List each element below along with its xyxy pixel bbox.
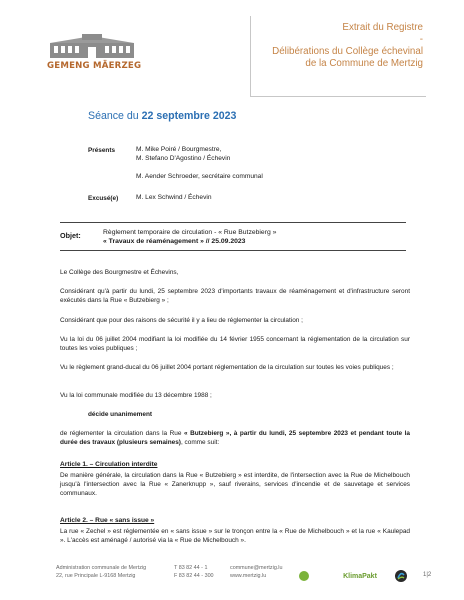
present-member-1: M. Mike Poiré / Bourgmestre, bbox=[136, 146, 222, 153]
fairtrade-logo bbox=[392, 567, 410, 585]
klimapakt-logo: KlimaPakt bbox=[343, 572, 377, 580]
vu-loi-2004: Vu la loi du 06 juillet 2004 modifiant la loi modifiée du 14 février 1955 concernant la réglementation de la circulation sur toutes les voies publiques ; bbox=[60, 336, 410, 353]
excused-member: M. Lex Schwind / Échevin bbox=[136, 194, 212, 201]
objet-line-1: Règlement temporaire de circulation - « Rue Butzebierg » bbox=[103, 229, 277, 236]
considerant-1: Considérant qu'à partir du lundi, 25 septembre 2023 d'importants travaux de réaménagement et d'infrastructure seront exécutés dans la Rue « Butzebierg » ; bbox=[60, 288, 410, 305]
seance-heading bbox=[88, 110, 236, 122]
footer-email[interactable]: commune@mertzig.lu bbox=[230, 565, 283, 571]
footer-fax: F 83 82 44 - 300 bbox=[174, 572, 214, 579]
article-2-title: Article 2. – Rue « sans issue » bbox=[60, 517, 155, 524]
register-subtitle: Délibérations du Collège échevinal bbox=[272, 46, 423, 57]
vu-loi-communale: Vu la loi communale modifiée du 13 décembre 1988 ; bbox=[60, 392, 212, 399]
regulation-tail: , comme suit: bbox=[180, 439, 220, 447]
divider-top bbox=[60, 222, 406, 223]
logo-name: GEMENG MÄERZEG bbox=[47, 61, 142, 71]
footer-address bbox=[56, 565, 146, 580]
decision-heading: décide unanimement bbox=[88, 411, 153, 418]
register-title: Extrait du Registre bbox=[342, 22, 423, 33]
considerant-2: Considérant que pour des raisons de sécurité il y a lieu de réglementer la circulation ; bbox=[60, 317, 303, 324]
secretary: M. Aender Schroeder, secrétaire communal bbox=[136, 173, 263, 180]
intro-paragraph: Le Collège des Bourgmestre et Échevins, bbox=[60, 269, 179, 276]
objet-text bbox=[103, 228, 276, 247]
footer-street: 22, rue Principale L-9168 Mertzig bbox=[56, 572, 136, 579]
footer-web[interactable]: www.mertzig.lu bbox=[230, 572, 267, 579]
page-number: 1|2 bbox=[423, 572, 432, 578]
excused-label: Excusé(e) bbox=[88, 195, 119, 202]
register-commune: de la Commune de Mertzig bbox=[305, 58, 423, 69]
regulation-lead: de réglementer la circulation dans la Rue bbox=[60, 430, 184, 437]
footer-contacts bbox=[230, 565, 283, 580]
footer-tel: T 83 82 44 - 1 bbox=[174, 565, 208, 571]
article-1-text: De manière générale, la circulation dans la Rue « Butzebierg » est interdite, de l'intersection avec la Rue de Michelbouch jusqu'à l'intersection avec la Rue « Zanerknupp », sauf riverains, services d'incendie et de sauvetage et services communaux. bbox=[60, 472, 410, 498]
present-label: Présents bbox=[88, 147, 115, 154]
commune-logo bbox=[44, 34, 144, 71]
regulation-scope: « Butzebierg », à partir du lundi, 25 septembre 2023 et pendant toute la durée des travaux (plusieurs semaines) bbox=[60, 430, 410, 447]
article-2-text: La rue « Zechel » est réglementée en « sans issue » sur le tronçon entre la « Rue de Michelbouch » et la rue « Kaulepad ». L'accès est aménagé / autorisé via la « Rue de Michelbouch ». bbox=[60, 528, 410, 545]
register-header-box bbox=[250, 16, 426, 97]
register-separator: - bbox=[419, 34, 423, 45]
divider-bottom bbox=[60, 250, 406, 251]
seance-prefix: Séance du bbox=[88, 110, 142, 122]
footer-phones bbox=[174, 565, 214, 580]
regulation-paragraph bbox=[60, 429, 410, 447]
objet-line-2: « Travaux de réaménagement » // 25.09.2023 bbox=[103, 238, 246, 246]
klima-buendnis-icon bbox=[297, 570, 311, 582]
footer-admin: Administration communale de Mertzig bbox=[56, 565, 147, 571]
article-1-title: Article 1. – Circulation interdite bbox=[60, 461, 158, 468]
vu-reglement-2004: Vu le règlement grand-ducal du 06 juillet 2004 portant réglementation de la circulation sur toutes les voies publiques ; bbox=[60, 364, 394, 371]
objet-label: Objet: bbox=[60, 231, 81, 240]
klima-buendnis-logo bbox=[292, 567, 316, 585]
fairtrade-icon bbox=[394, 569, 408, 583]
present-member-2: M. Stefano D'Agostino / Échevin bbox=[136, 155, 231, 162]
seance-date: 22 septembre 2023 bbox=[141, 110, 237, 122]
town-hall-icon bbox=[44, 34, 140, 58]
